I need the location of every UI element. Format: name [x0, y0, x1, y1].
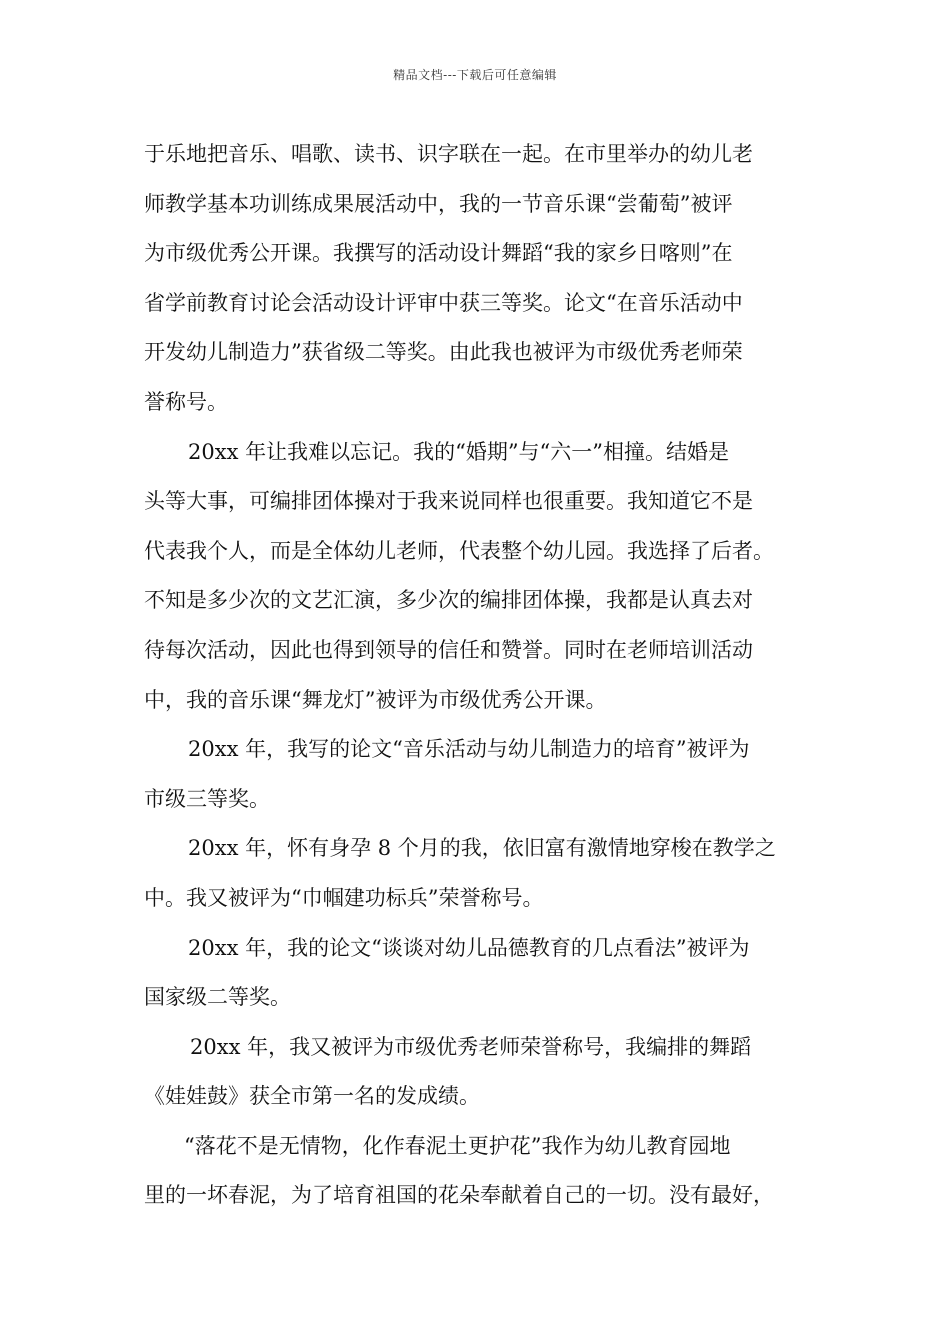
text-line: 待每次活动，因此也得到领导的信任和赞誉。同时在老师培训活动 — [144, 637, 753, 662]
page-header: 精品文档---下载后可任意编辑 — [393, 68, 557, 82]
text-line: 师教学基本功训练成果展活动中，我的一节音乐课“尝葡萄”被评 — [144, 191, 733, 216]
text-line: 中，我的音乐课“舞龙灯”被评为市级优秀公开课。 — [144, 687, 607, 712]
text-line: 中。我又被评为“巾帼建功标兵”荣誉称号。 — [144, 885, 544, 910]
text-line: 誉称号。 — [144, 389, 228, 414]
text-line: 为市级优秀公开课。我撰写的活动设计舞蹈“我的家乡日喀则”在 — [144, 241, 733, 266]
paragraph-first-line: 20xx 年，我写的论文“音乐活动与幼儿制造力的培育”被评为 — [188, 737, 750, 762]
text-line: 开发幼儿制造力”获省级二等奖。由此我也被评为市级优秀老师荣 — [144, 340, 743, 365]
document-body — [144, 130, 814, 1221]
text-line: 市级三等奖。 — [144, 786, 270, 811]
paragraph-first-line: “落花不是无情物，化作春泥土更护花”我作为幼儿教育园地 — [184, 1133, 731, 1158]
text-line: 《娃娃鼓》获全市第一名的发成绩。 — [144, 1084, 480, 1109]
text-line: 不知是多少次的文艺汇演，多少次的编排团体操，我都是认真去对 — [144, 588, 753, 613]
paragraph-first-line: 20xx 年让我难以忘记。我的“婚期”与“六一”相撞。结婚是 — [188, 439, 730, 464]
paragraph-first-line: 20xx 年，怀有身孕 8 个月的我，依旧富有激情地穿梭在教学之 — [188, 836, 776, 861]
text-line: 国家级二等奖。 — [144, 985, 291, 1010]
text-line: 里的一坏春泥，为了培育祖国的花朵奉献着自己的一切。没有最好， — [144, 1183, 774, 1208]
paragraph-first-line: 20xx 年，我又被评为市级优秀老师荣誉称号，我编排的舞蹈 — [190, 1034, 752, 1059]
text-line: 省学前教育讨论会活动设计评审中获三等奖。论文“在音乐活动中 — [144, 290, 743, 315]
text-line: 头等大事，可编排团体操对于我来说同样也很重要。我知道它不是 — [144, 489, 753, 514]
text-line: 代表我个人，而是全体幼儿老师，代表整个幼儿园。我选择了后者。 — [144, 538, 774, 563]
paragraph-first-line: 20xx 年，我的论文“谈谈对幼儿品德教育的几点看法”被评为 — [188, 935, 750, 960]
text-line: 于乐地把音乐、唱歌、读书、识字联在一起。在市里举办的幼儿老 — [144, 142, 753, 166]
